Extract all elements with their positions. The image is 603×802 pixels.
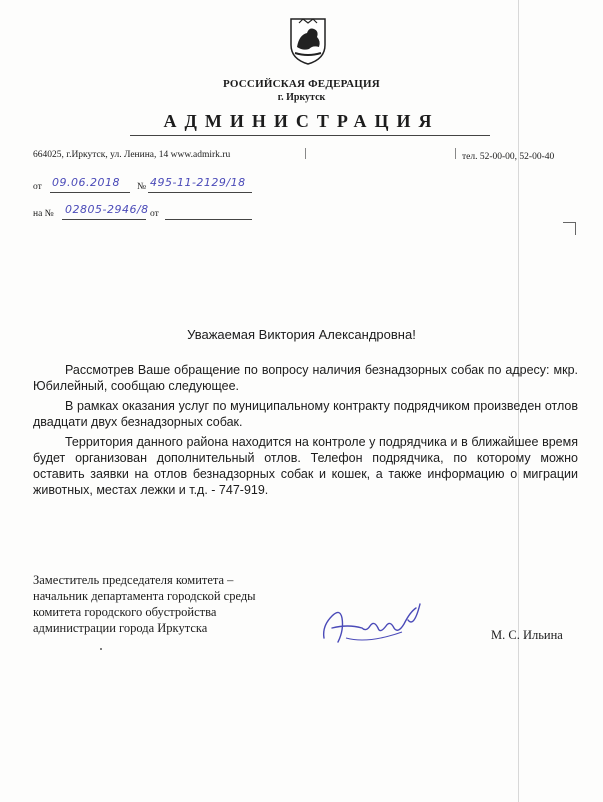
letter-paragraph: Рассмотрев Ваше обращение по вопросу наличия безнадзорных собак по адресу: мкр. Юбилейный, сообщаю следующее. <box>33 363 578 393</box>
number-label: № <box>137 182 147 192</box>
handwritten-signature <box>318 598 433 650</box>
signatory-line: администрации города Иркутска <box>33 621 208 635</box>
ref-value: 02805-2946/8 <box>65 203 149 216</box>
number-value: 495-11-2129/18 <box>150 176 246 189</box>
stray-mark <box>100 648 102 650</box>
letter-greeting: Уважаемая Виктория Александровна! <box>187 327 416 342</box>
address-corner-mark <box>563 222 576 235</box>
signatory-line: комитета городского обустройства <box>33 605 217 619</box>
coat-of-arms-icon <box>289 17 327 65</box>
header-title: АДМИНИСТРАЦИЯ <box>163 111 440 131</box>
signatory-name: М. С. Ильина <box>491 628 563 642</box>
address-separator <box>305 148 306 159</box>
ref-label: на № <box>33 209 54 219</box>
header-divider <box>130 135 490 136</box>
header-city: г. Иркутск <box>277 92 326 103</box>
letter-paragraph: Территория данного района находится на контроле у подрядчика и в ближайшее время будет организован дополнительный отлов. Телефон подрядчика, по которому можно оставить заявки на отлов безнадзорных собак и кошек, а также информацию о миграции животных, местах лежки и т.д. - 747-919. <box>33 435 578 497</box>
ref-underline <box>62 219 146 220</box>
date-underline <box>50 192 130 193</box>
signatory-line: начальник департамента городской среды <box>33 589 256 603</box>
signatory-title <box>33 572 256 636</box>
letter-body <box>33 362 578 502</box>
header-phone: тел. 52-00-00, 52-00-40 <box>462 152 555 162</box>
ref-date-underline <box>165 219 252 220</box>
signatory-line: Заместитель председателя комитета – <box>33 573 234 587</box>
date-label: от <box>33 182 42 192</box>
number-underline <box>148 192 252 193</box>
ref-date-label: от <box>150 209 159 219</box>
phone-separator <box>455 148 456 159</box>
header-federation: РОССИЙСКАЯ ФЕДЕРАЦИЯ <box>223 78 380 90</box>
letter-paragraph: В рамках оказания услуг по муниципальному контракту подрядчиком произведен отлов двадцати двух безнадзорных собак. <box>33 399 578 429</box>
header-address: 664025, г.Иркутск, ул. Ленина, 14 www.admirk.ru <box>33 150 231 160</box>
date-value: 09.06.2018 <box>52 176 120 189</box>
